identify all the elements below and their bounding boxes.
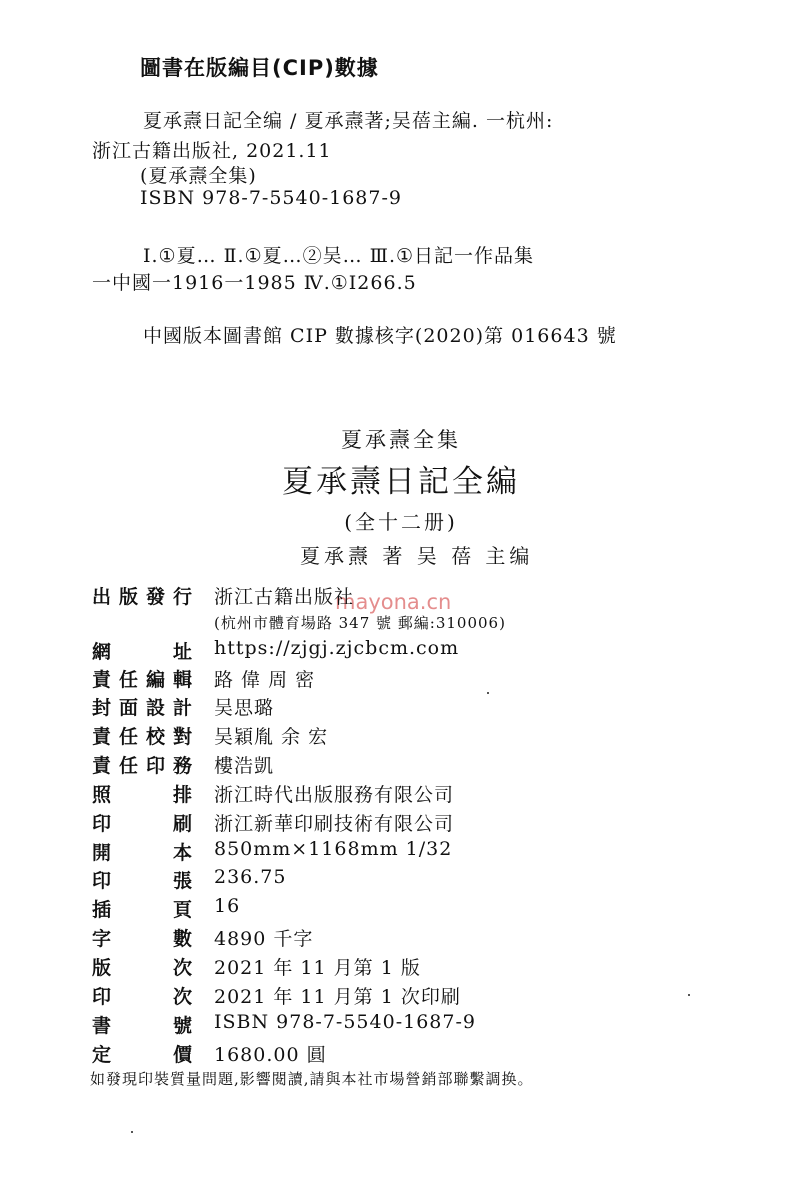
colophon-label-char: 對	[172, 726, 192, 748]
colophon-value: 路 偉 周 密	[214, 669, 316, 691]
colophon-label	[92, 895, 192, 922]
colophon-label-char: 書	[92, 1015, 112, 1037]
colophon-value: ISBN 978-7-5540-1687-9	[214, 1011, 476, 1033]
colophon-label-char: 出	[92, 586, 112, 608]
colophon-label-char: 責	[92, 669, 112, 691]
colophon-label-char: 輯	[172, 669, 192, 691]
colophon-label	[92, 953, 192, 980]
colophon-label-char: 務	[172, 755, 192, 777]
colophon-value: 850mm×1168mm 1/32	[214, 838, 453, 860]
colophon-label-char: 印	[145, 755, 165, 777]
colophon-label-char: 次	[172, 986, 192, 1008]
colophon-label	[92, 665, 192, 692]
quality-notice: 如發現印裝質量問題,影響閱讀,請與本社市場營銷部聯繫調换。	[90, 1070, 534, 1088]
colophon-label	[92, 1040, 192, 1067]
colophon-label-char: 數	[172, 928, 192, 950]
colophon-label-char: 編	[145, 669, 165, 691]
colophon-label-char: 張	[172, 870, 192, 892]
colophon-label-char: 責	[92, 726, 112, 748]
colophon-label	[92, 780, 192, 807]
scan-speck	[487, 692, 489, 694]
colophon-value: 浙江時代出版服務有限公司	[214, 784, 455, 806]
colophon-value: 16	[214, 895, 241, 917]
colophon-label	[92, 982, 192, 1009]
colophon-label	[92, 693, 192, 720]
colophon-label	[92, 809, 192, 836]
colophon-value: 4890 千字	[214, 928, 314, 950]
watermark: mayona.cn	[335, 590, 452, 614]
cip-verification-number: 中國版本圖書館 CIP 數據核字(2020)第 016643 號	[143, 325, 617, 347]
colophon-label	[92, 722, 192, 749]
cip-classification-line-1: Ⅰ.①夏… Ⅱ.①夏…②吴… Ⅲ.①日記一作品集	[143, 245, 535, 267]
scan-speck	[131, 1131, 133, 1133]
colophon-label	[92, 924, 192, 951]
colophon-label	[92, 866, 192, 893]
colophon-label-char: 版	[118, 586, 138, 608]
colophon-label-char: 開	[92, 842, 112, 864]
colophon-label-char: 設	[145, 697, 165, 719]
colophon-label-char: 本	[172, 842, 192, 864]
book-title: 夏承燾日記全編	[282, 464, 520, 500]
cip-classification-line-2: 一中國一1916一1985 Ⅳ.①I266.5	[92, 272, 417, 294]
colophon-value: 樓浩凱	[214, 755, 275, 777]
publisher-address: (杭州市體育場路 347 號 郵編:310006)	[214, 614, 506, 632]
colophon-label-char: 印	[92, 986, 112, 1008]
colophon-label-char: 網	[92, 641, 112, 663]
colophon-label-char: 刷	[172, 813, 192, 835]
colophon-label-char: 定	[92, 1044, 112, 1066]
colophon-label-char: 行	[172, 586, 192, 608]
cip-catalog-line-3: (夏承燾全集)	[140, 165, 257, 187]
colophon-label-char: 號	[172, 1015, 192, 1037]
colophon-value: 浙江新華印刷技術有限公司	[214, 813, 455, 835]
colophon-value: https://zjgj.zjcbcm.com	[214, 637, 460, 659]
colophon-value: 浙江古籍出版社	[214, 586, 355, 608]
colophon-label-char: 照	[92, 784, 112, 806]
colophon-label-char: 任	[118, 669, 138, 691]
colophon-label-char: 任	[118, 726, 138, 748]
colophon-label	[92, 582, 192, 609]
volume-count: (全十二册)	[344, 510, 458, 534]
colophon-label-char: 排	[172, 784, 192, 806]
colophon-value: 236.75	[214, 866, 287, 888]
scan-speck	[688, 994, 690, 996]
authors: 夏承燾 著 吴 蓓 主编	[300, 544, 534, 568]
colophon-label-char: 印	[92, 813, 112, 835]
colophon-value: 1680.00 圓	[214, 1044, 327, 1066]
colophon-label-char: 校	[145, 726, 165, 748]
colophon-label-char: 面	[118, 697, 138, 719]
colophon-label-char: 次	[172, 957, 192, 979]
colophon-label-char: 發	[145, 586, 165, 608]
colophon-value: 2021 年 11 月第 1 版	[214, 957, 421, 979]
colophon-label	[92, 1011, 192, 1038]
cip-catalog-line-1: 夏承燾日記全编 / 夏承燾著;吴蓓主編. 一杭州:	[143, 110, 554, 132]
colophon-label-char: 任	[118, 755, 138, 777]
colophon-label-char: 價	[172, 1044, 192, 1066]
colophon-value: 2021 年 11 月第 1 次印刷	[214, 986, 461, 1008]
colophon-label	[92, 751, 192, 778]
colophon-value: 吴思璐	[214, 697, 275, 719]
colophon-label-char: 插	[92, 899, 112, 921]
colophon-label	[92, 637, 192, 664]
colophon-label-char: 責	[92, 755, 112, 777]
colophon-label-char: 封	[92, 697, 112, 719]
colophon-label-char: 印	[92, 870, 112, 892]
colophon-label-char: 址	[172, 641, 192, 663]
cip-isbn-line: ISBN 978-7-5540-1687-9	[140, 187, 402, 209]
colophon-label	[92, 838, 192, 865]
colophon-label-char: 字	[92, 928, 112, 950]
colophon-value: 吴穎胤 余 宏	[214, 726, 329, 748]
colophon-label-char: 頁	[172, 899, 192, 921]
colophon-label-char: 計	[172, 697, 192, 719]
cip-catalog-line-2: 浙江古籍出版社, 2021.11	[92, 140, 332, 162]
cip-title: 圖書在版編目(CIP)數據	[140, 56, 379, 80]
colophon-label-char: 版	[92, 957, 112, 979]
series-title: 夏承燾全集	[341, 428, 461, 452]
